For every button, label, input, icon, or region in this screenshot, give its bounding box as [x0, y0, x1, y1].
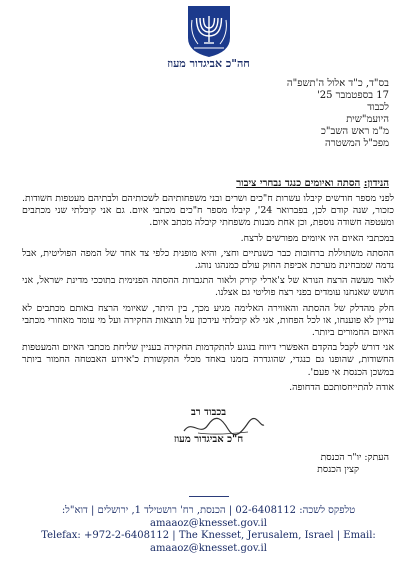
signer-name: ח"כ אביגדור מעוז [173, 433, 244, 445]
footer-hebrew-line: טלפקס לשכה: 02-6408112 | הכנסת, רח' רושטילד 1, ירושלים | דוא"ל: [61, 505, 356, 516]
body-paragraph: אני דורש לקבל בהקדם האפשרי דיווח בנוגע להתקדמות החקירה בעניין שליחת מכתבי האיום והמעטפות החשודות, שהופנו גם כנגדי, שהוגדרה בזמנו באחד מכלי התקשורת כ'אירוע האבטחה החמור ביותר במשכן הכנסת אי פעם'. [22, 342, 394, 378]
hebrew-date: בס"ד, כ"ד אלול ה'תשפ"ה [286, 78, 389, 89]
gregorian-date: 17 בספטמבר 25' [316, 90, 389, 101]
to-line: לכבוד [367, 102, 389, 113]
cc-line-2: קצין הכנסת [317, 464, 359, 475]
addressee-line: היועמ"שית [346, 114, 389, 125]
cc-block [189, 452, 389, 476]
footer-contact [10, 505, 407, 555]
body-paragraph: לאור מעשה הרצח הנורא של צ'ארלי קירק ולאור התגברות ההסתה הפנימית בתוככי מדינת ישראל, אני חושש שאנחנו עומדים בפני רצח פוליטי גם אצלנו. [22, 275, 394, 299]
footer-email-2[interactable]: amaaoz@knesset.gov.il [150, 542, 267, 554]
subject-label: הנידון: [363, 178, 389, 189]
body-paragraph: ההסתה משתוללת ברחובות כבר כשנתיים וחצי, והיא מופנית כלפי צד אחד של המפה הפוליטית, אבל נדמה שמבחינת מערכת אכיפת החוק עולם כמנהגו נוהג. [22, 247, 394, 272]
footer-divider [189, 496, 229, 497]
footer-english-line: Telefax: +972-2-6408112 | The Knesset, Jerusalem, Israel | Email: [41, 530, 376, 542]
closing-salutation: בכבוד רב [190, 407, 227, 418]
body-paragraph: חלק מהדלק של ההסתה והאווירה האלימה מגיע מכך, בין היתר, שאיומי הרצח באותם מכתבים לא עדיין לא פוענחו, או לכל הפחות, אני לא קיבלתי עידכון על תוצאות החקירה ועל מי עומד מאחורי מכתבי האיום החמורים ביותר. [22, 302, 394, 339]
addressee-line-2: מ"מ ראש השב"כ [321, 126, 389, 137]
subject-text: הסתה ואיומים כנגד נבחרי ציבור [236, 178, 361, 189]
state-emblem-icon [186, 4, 232, 58]
body-paragraph: לפני מספר חודשים קיבלו עשרות ח"כים ושרים ובני משפחותיהם לשכותיהם ולבתיהם מעטפות חשודות. כזכור, שנה קודם לכן, בפברואר 24', קיבלו מספר ח"כים מכתבי איום. גם אני קיבלתי שני מכתבים ומעטפה חשודה נוספת, וכן אחת מבנות משפחתי קיבלה מכתב איום. [22, 193, 394, 229]
body-paragraph: במכתבי האיום היו איומים מפורשים לרצח. [240, 232, 394, 244]
footer-email-1[interactable]: amaaoz@knesset.gov.il [150, 517, 267, 529]
signature-icon [178, 415, 268, 439]
date-and-addressee-block [139, 78, 389, 150]
cc-line: העתק: יו"ר הכנסת [320, 452, 389, 463]
subject-line [29, 178, 389, 189]
addressee-line-3: מפכ"ל המשטרה [325, 138, 389, 149]
body-paragraph: אודה להתייחסותכם הדחופה. [289, 381, 394, 393]
letter-body [22, 193, 394, 397]
letterhead-author-name: חה"כ אביגדור מעוז [167, 57, 250, 70]
